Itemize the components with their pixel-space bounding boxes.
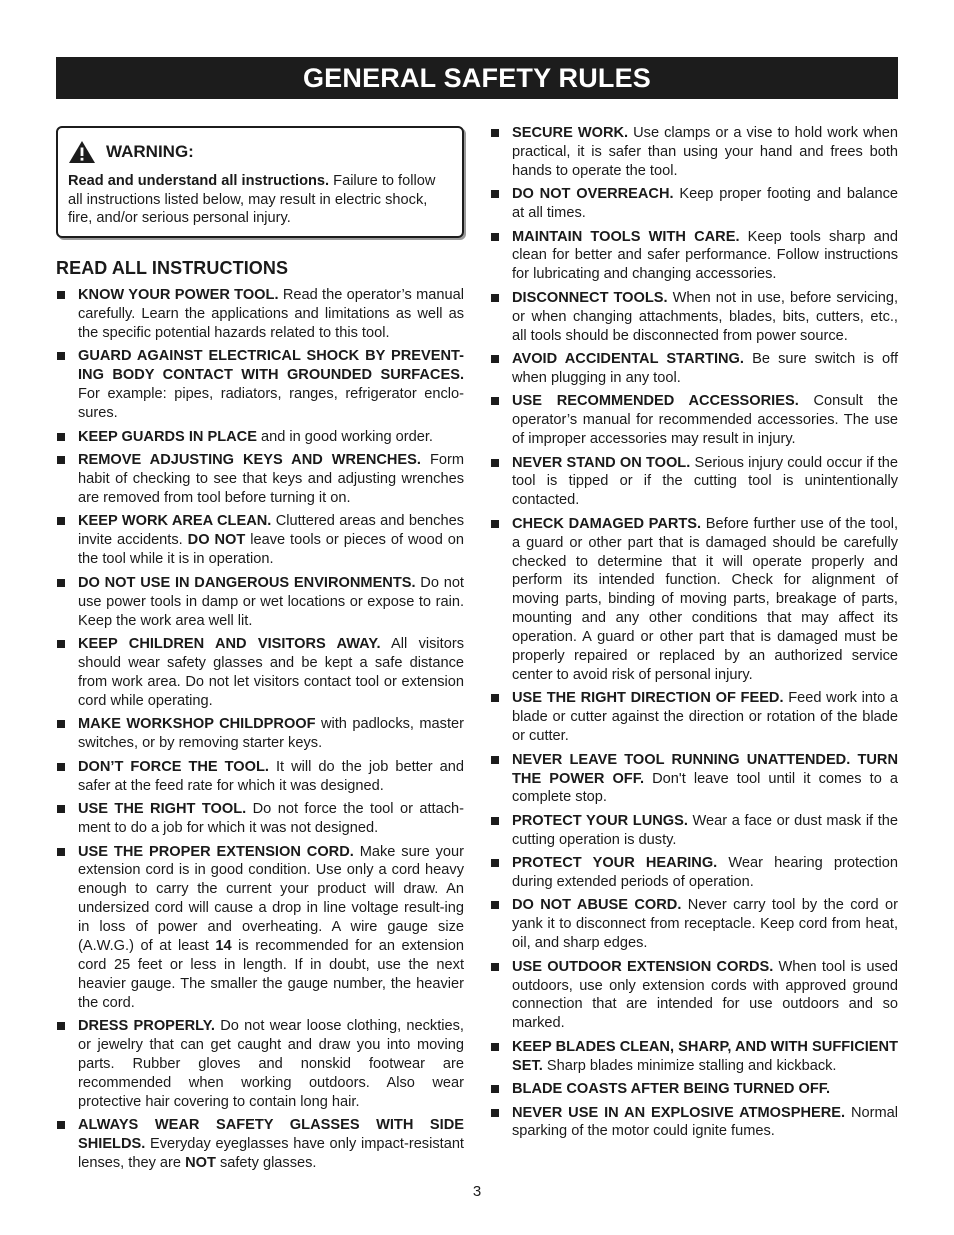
square-bullet-icon [57,1022,65,1030]
square-bullet-icon [57,517,65,525]
rule-text: When tool is used outdoors, use only extension cords with approved ground connection that are intended for use outdoors and so marked. [512,958,898,1032]
rule-item [490,1038,898,1076]
warning-title: WARNING: [106,142,194,161]
rule-item [56,1017,464,1112]
rule-heading: USE OUTDOOR EXTENSION CORDS. [512,958,774,975]
rule-heading: MAINTAIN TOOLS WITH CARE. [512,228,740,245]
rule-text: Sharp blades minimize stalling and kickback. [542,1057,837,1074]
rule-item [56,715,464,753]
rule-text: For example: pipes, radiators, ranges, refrigerator enclo-sures. [78,386,464,422]
square-bullet-icon [57,433,65,441]
square-bullet-icon [491,520,499,528]
rule-text: Consult the operator’s manual for recommended accessories. The use of improper accessories may result in injury. [512,393,898,448]
rule-text: Make sure your extension cord is in good condition. Use only a cord heavy enough to carry the current your product will draw. An undersized cord will cause a drop in line voltage result-ing in loss of power and overheating. A wire gauge size (A.W.G.) of at least [78,843,464,955]
rule-item [56,1116,464,1173]
warning-lead: Read and understand all instructions. [68,173,330,189]
rule-item [490,289,898,346]
rule-heading: PROTECT YOUR LUNGS. [512,812,688,829]
rule-text: Serious injury could occur if the tool is tipped or if the cutting tool is unintentionally contacted. [512,454,898,509]
rule-text: Form habit of checking to see that keys and adjusting wrenches are removed from tool before turning it on. [78,452,464,506]
rule-item [490,454,898,511]
page-title: GENERAL SAFETY RULES [302,62,652,93]
rule-text: Normal sparking of the motor could ignite fumes. [512,1104,898,1140]
left-rules-list [56,286,464,1173]
rule-text: with padlocks, master switches, or by removing starter keys. [78,716,464,752]
square-bullet-icon [57,291,65,299]
square-bullet-icon [57,456,65,464]
rule-item [490,1104,898,1142]
rule-heading: DO NOT ABUSE CORD. [512,897,682,914]
square-bullet-icon [491,1109,499,1117]
rule-item [490,350,898,388]
rule-item [490,896,898,953]
rule-emphasis: NOT [185,1155,216,1172]
rule-item [490,854,898,892]
rule-heading: MAKE WORKSHOP CHILDPROOF [78,716,316,733]
square-bullet-icon [491,294,499,302]
square-bullet-icon [491,129,499,137]
rule-text: and in good working order. [256,428,433,445]
rule-text: Cluttered areas and benches invite accidents. [78,513,465,549]
square-bullet-icon [491,694,499,702]
rule-emphasis: DO NOT [187,532,246,549]
rule-text: Use clamps or a vise to hold work when practical, it is safer than using your hand and frees both hands to operate the tool. [512,125,898,179]
square-bullet-icon [57,763,65,771]
warning-box [56,126,464,238]
rule-text: Be sure switch is off when plugging in any tool. [512,350,899,386]
rule-text: Don't leave tool until it comes to a complete stop. [512,770,898,806]
rule-text: Never carry tool by the cord or yank it to disconnect from receptacle. Keep cord from heat, oil, and sharp edges. [512,897,898,952]
rule-heading: KNOW YOUR POWER TOOL. [78,287,279,304]
rule-heading: NEVER LEAVE TOOL RUNNING UNATTENDED. TURN THE POWER OFF. [512,751,898,787]
rule-item [490,228,898,285]
square-bullet-icon [491,859,499,867]
rule-item [490,124,898,181]
rule-heading: USE THE PROPER EXTENSION CORD. [78,843,354,860]
square-bullet-icon [57,848,65,856]
rule-heading: KEEP CHILDREN AND VISITORS AWAY. [78,636,381,653]
square-bullet-icon [57,352,65,360]
section-heading: READ ALL INSTRUCTIONS [56,258,289,279]
square-bullet-icon [491,817,499,825]
rule-item [56,843,464,1013]
square-bullet-icon [491,756,499,764]
square-bullet-icon [491,963,499,971]
rule-text: Wear a face or dust mask if the cutting operation is dusty. [512,812,898,848]
rule-heading: AVOID ACCIDENTAL STARTING. [512,350,744,367]
rule-text: All visitors should wear safety glasses and be kept a safe distance from work area. Do not let visitors contact tool or extension cord while operating. [78,636,464,709]
rule-heading: USE THE RIGHT TOOL. [78,801,247,818]
square-bullet-icon [491,397,499,405]
square-bullet-icon [57,805,65,813]
rule-item [56,758,464,796]
rule-heading: KEEP BLADES CLEAN, SHARP, AND WITH SUFFICIENT SET. [512,1038,898,1074]
rule-text: Read the operator’s manual carefully. Learn the applications and limitations as well as the specific potential hazards related to this tool. [78,287,464,341]
rule-item [490,515,898,685]
rule-heading: BLADE COASTS AFTER BEING TURNED OFF. [512,1081,831,1098]
rule-heading: DO NOT USE IN DANGEROUS ENVIRONMENTS. [78,574,416,591]
page-number: 3 [472,1183,482,1200]
rule-item [490,689,898,746]
rule-heading: DRESS PROPERLY. [78,1018,215,1035]
rule-item [490,392,898,449]
rule-heading: NEVER USE IN AN EXPLOSIVE ATMOSPHERE. [512,1104,846,1121]
rule-heading: DON’T FORCE THE TOOL. [78,758,269,775]
rule-item [56,451,464,508]
rule-heading: USE RECOMMENDED ACCESSORIES. [512,393,799,410]
rule-text: Wear hearing protection during extended periods of operation. [512,855,898,891]
rule-text: It will do the job better and safer at the feed rate for which it was designed. [78,758,464,794]
rule-heading: USE THE RIGHT DIRECTION OF FEED. [512,690,784,707]
left-column [56,124,464,1178]
rule-heading: DO NOT OVERREACH. [512,186,674,203]
square-bullet-icon [57,1121,65,1129]
square-bullet-icon [491,901,499,909]
square-bullet-icon [491,459,499,467]
rule-item [56,428,464,447]
rule-item [490,1080,898,1099]
rule-item [490,185,898,223]
square-bullet-icon [57,640,65,648]
rule-text-tail: safety glasses. [215,1155,317,1172]
rule-item [56,512,464,569]
rule-heading: SECURE WORK. [512,125,629,141]
rule-text: Everyday eyeglasses have only impact-resistant lenses, they are [78,1136,464,1172]
rule-heading: PROTECT YOUR HEARING. [512,855,718,872]
rule-heading: GUARD AGAINST ELECTRICAL SHOCK BY PREVENT-ING BODY CONTACT WITH GROUNDED SURFACES. [78,348,464,384]
rule-item [56,800,464,838]
square-bullet-icon [57,579,65,587]
rule-item [56,574,464,631]
title-bar [56,57,898,99]
right-rules-list [490,124,898,1141]
rule-item [56,347,464,423]
warning-triangle-icon [68,140,96,164]
rule-item [56,286,464,343]
rule-text: When not in use, before servicing, or when changing attachments, blades, bits, cutters, etc., all tools should be disconnected from power source. [512,289,898,344]
rule-text: Do not use power tools in damp or wet locations or expose to rain. Keep the work area well lit. [78,574,464,629]
square-bullet-icon [57,720,65,728]
rule-emphasis: 14 [215,938,232,955]
rule-heading: REMOVE ADJUSTING KEYS AND WRENCHES. [78,452,421,469]
rule-text: Keep tools sharp and clean for better and safer performance. Follow instructions for lubricating and changing accessories. [512,228,899,283]
warning-header [68,140,453,164]
square-bullet-icon [491,1043,499,1051]
rule-heading: KEEP GUARDS IN PLACE [78,428,257,445]
rule-item [490,751,898,808]
warning-body: Failure to follow all instructions listed below, may result in electric shock, fire, and/or serious personal injury. [68,173,436,227]
rule-text-tail: leave tools or pieces of wood on the tool while it is in operation. [78,532,464,568]
rule-text: Keep proper footing and balance at all times. [512,186,899,222]
rule-text-tail: is recommended for an extension cord 25 feet or less in length. If in doubt, use the next heavier gauge. The smaller the gauge number, the heavier the cord. [78,938,464,1011]
square-bullet-icon [491,1085,499,1093]
square-bullet-icon [491,190,499,198]
square-bullet-icon [491,355,499,363]
rule-text: Before further use of the tool, a guard or other part that is damaged should be carefully checked to determine that it will operate properly and perform its intended function. Check for alignment of moving parts, binding of moving parts, breakage of parts, mounting and any other conditions that may affect its operation. A guard or other part that is damaged must be properly repaired or replaced by an authorized service center to avoid risk of personal injury. [512,515,898,683]
rule-item [490,958,898,1034]
rule-text: Do not force the tool or attach-ment to do a job for which it was not designed. [78,801,464,837]
right-column [490,124,898,1146]
rule-item [56,635,464,711]
rule-heading: CHECK DAMAGED PARTS. [512,515,702,532]
rule-text: Do not wear loose clothing, neckties, or jewelry that can get caught and draw you into moving parts. Rubber gloves and nonskid footwear are recommended when working outdoors. Also wear protective hair covering to contain long hair. [78,1018,464,1110]
rule-item [490,812,898,850]
rule-heading: ALWAYS WEAR SAFETY GLASSES WITH SIDE SHIELDS. [78,1117,464,1153]
rule-heading: DISCONNECT TOOLS. [512,289,668,306]
warning-text [68,172,453,228]
rule-heading: KEEP WORK AREA CLEAN. [78,513,272,530]
rule-heading: NEVER STAND ON TOOL. [512,454,691,471]
rule-text: Feed work into a blade or cutter against the direction or rotation of the blade or cutter. [512,690,898,745]
square-bullet-icon [491,233,499,241]
